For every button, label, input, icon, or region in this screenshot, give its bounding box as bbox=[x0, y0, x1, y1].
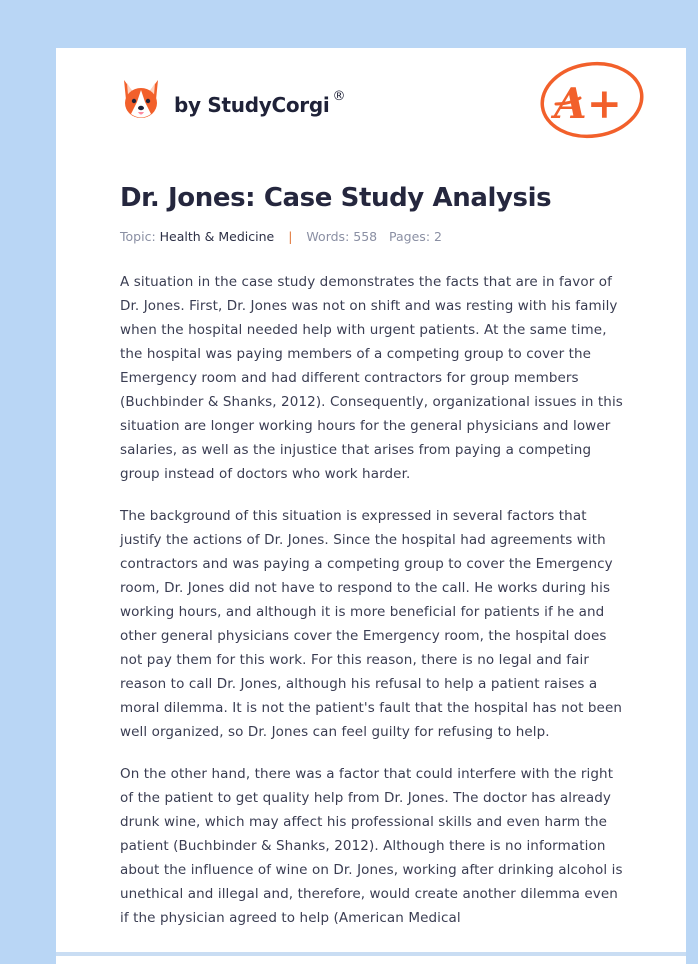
brand-name bbox=[174, 89, 345, 117]
registered-mark: ® bbox=[332, 89, 346, 104]
page-title: Dr. Jones: Case Study Analysis bbox=[120, 183, 552, 213]
topic-label: Topic: bbox=[120, 229, 156, 244]
corgi-logo-icon bbox=[120, 76, 162, 122]
grade-badge-icon bbox=[536, 58, 648, 142]
article-body bbox=[120, 270, 630, 948]
article-meta bbox=[120, 228, 442, 246]
paragraph: The background of this situation is expressed in several factors that justify the actions of Dr. Jones. Since the hospital had agreements with contractors and was paying a competing group to cover the Emergency room, Dr. Jones did not have to respond to the call. He works during his working hours, and although it is more beneficial for patients if he and other general physicians cover the Emergency room, the hospital does not pay them for this work. For this reason, there is no legal and fair reason to call Dr. Jones, although his refusal to help a patient raises a moral dilemma. It is not the patient's fault that the hospital has not been well organized, so Dr. Jones can feel guilty for refusing to help. bbox=[120, 508, 623, 740]
topic-link[interactable]: Health & Medicine bbox=[159, 229, 275, 244]
paragraph: On the other hand, there was a factor that could interfere with the right of the patient to get quality help from Dr. Jones. The doctor has already drunk wine, which may affect his professional skills and even harm the patient (Buchbinder & Shanks, 2012). Although there is no information about the influence of wine on Dr. Jones, working after drinking alcohol is unethical and illegal and, therefore, would create another dilemma even if the physician agreed to help (American Medical bbox=[120, 766, 623, 926]
paragraph: A situation in the case study demonstrates the facts that are in favor of Dr. Jones. First, Dr. Jones was not on shift and was resting with his family when the hospital needed help with urgent patients. At the same time, the hospital was paying members of a competing group to cover the Emergency room and had different contractors for group members (Buchbinder & Shanks, 2012). Consequently, organizational issues in this situation are longer working hours for the general physicians and lower salaries, as well as the injustice that arises from paying a competing group instead of doctors who work harder. bbox=[120, 274, 623, 482]
document-page bbox=[56, 48, 686, 964]
page-edge bbox=[56, 952, 686, 956]
brand-logo[interactable] bbox=[120, 74, 345, 124]
grade-label: A+ bbox=[554, 79, 622, 128]
pages-label: Pages: bbox=[389, 229, 431, 244]
meta-separator: | bbox=[288, 229, 293, 244]
brand-name-text: by StudyCorgi bbox=[174, 93, 330, 117]
pages-value: 2 bbox=[434, 229, 442, 244]
words-value: 558 bbox=[353, 229, 378, 244]
words-label: Words: bbox=[306, 229, 350, 244]
